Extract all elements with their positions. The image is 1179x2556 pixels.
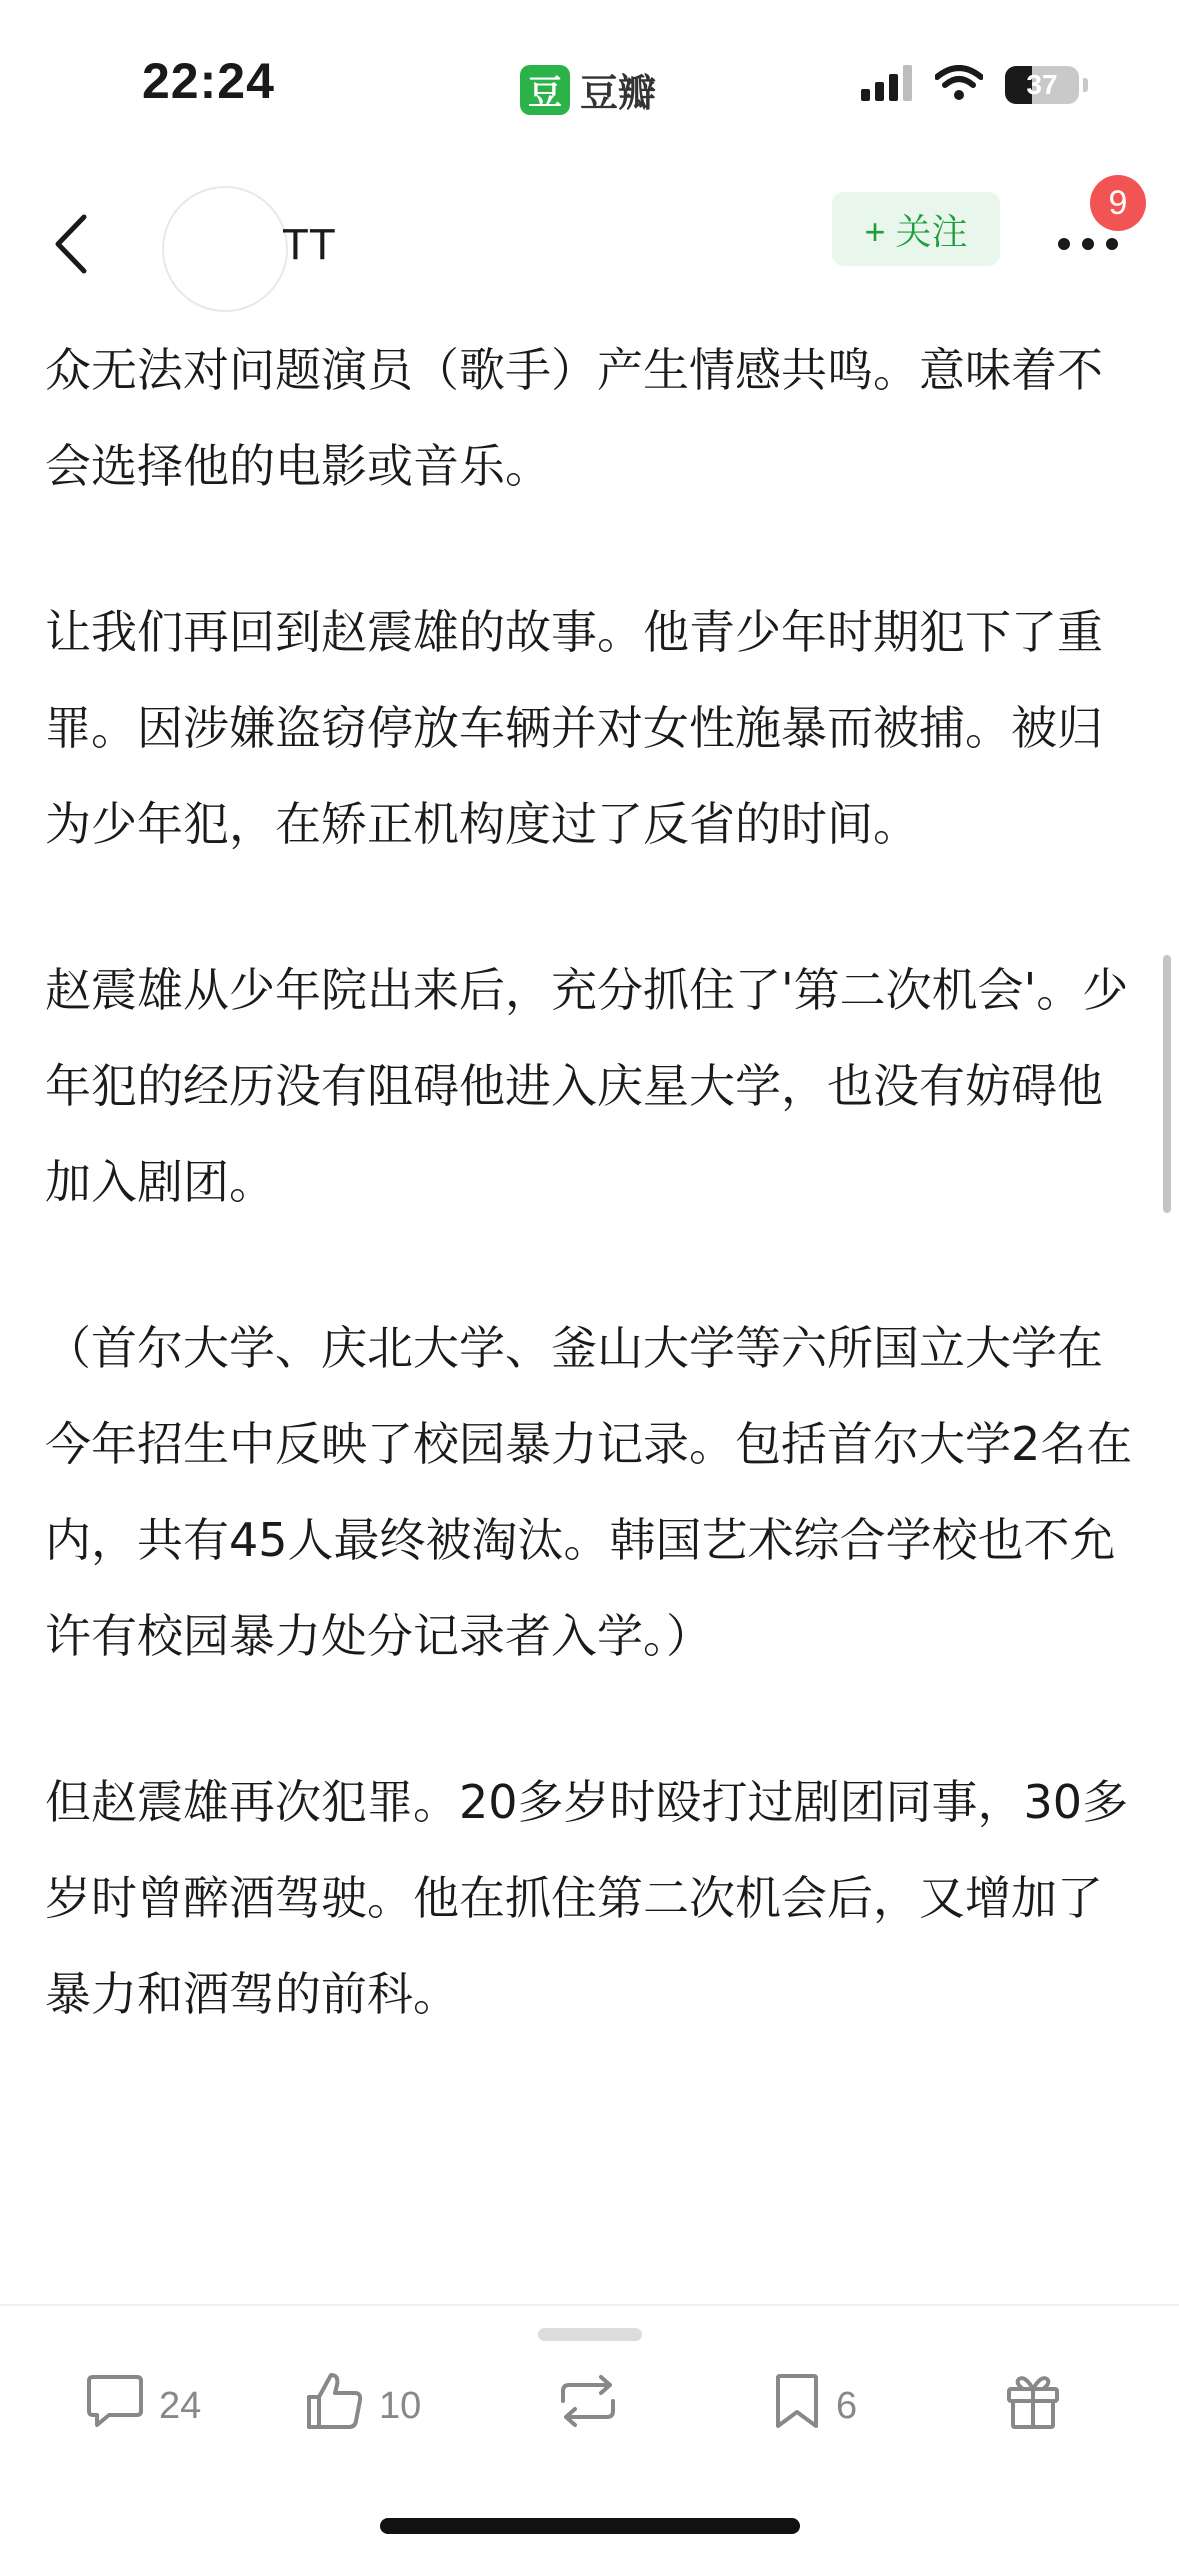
- drag-handle[interactable]: [538, 2328, 642, 2341]
- wifi-icon: [935, 65, 983, 105]
- repost-button[interactable]: [555, 2366, 621, 2446]
- status-bar: [0, 0, 1179, 170]
- article-paragraph: 但赵震雄再次犯罪。20多岁时殴打过剧团同事，30多岁时曾醉酒驾驶。他在抓住第二次机会后，又增加了暴力和酒驾的前科。: [45, 1775, 1129, 2021]
- like-button[interactable]: [305, 2366, 421, 2446]
- douban-logo-icon: 豆: [520, 65, 570, 115]
- more-dots-icon: [1057, 237, 1119, 254]
- status-icons: [861, 65, 1079, 105]
- notification-badge: 9: [1090, 175, 1146, 231]
- bookmark-count: 6: [836, 2384, 858, 2427]
- cellular-signal-icon: [861, 65, 913, 105]
- article-paragraph: 让我们再回到赵震雄的故事。他青少年时期犯下了重罪。因涉嫌盗窃停放车辆并对女性施暴而被捕。被归为少年犯，在矫正机构度过了反省的时间。: [45, 605, 1103, 851]
- status-app-indicator: [520, 62, 656, 117]
- status-time: 22:24: [142, 53, 275, 109]
- comment-icon: [85, 2373, 145, 2439]
- username[interactable]: TT: [282, 220, 336, 269]
- home-indicator[interactable]: [380, 2518, 800, 2534]
- bookmark-icon: [772, 2372, 822, 2440]
- thumbs-up-icon: [305, 2371, 365, 2441]
- bookmark-button[interactable]: [772, 2366, 857, 2446]
- comment-button[interactable]: [85, 2366, 201, 2446]
- bottom-toolbar: [0, 2304, 1179, 2556]
- repost-icon: [555, 2373, 621, 2439]
- nav-header: [0, 170, 1179, 320]
- comment-count: 24: [159, 2384, 202, 2427]
- article-paragraph: （首尔大学、庆北大学、釜山大学等六所国立大学在今年招生中反映了校园暴力记录。包括首尔大学2名在内，共有45人最终被淘汰。韩国艺术综合学校也不允许有校园暴力处分记录者入学。）: [45, 1321, 1133, 1663]
- gift-button[interactable]: [1005, 2366, 1061, 2446]
- avatar[interactable]: [162, 186, 288, 312]
- back-button[interactable]: [40, 200, 100, 290]
- article-paragraph: 赵震雄从少年院出来后，充分抓住了'第二次机会'。少年犯的经历没有阻碍他进入庆星大学，也没有妨碍他加入剧团。: [45, 963, 1129, 1209]
- article-paragraph: 众无法对问题演员（歌手）产生情感共鸣。意味着不会选择他的电影或音乐。: [45, 343, 1103, 493]
- battery-label: 37: [1026, 69, 1058, 100]
- scrollbar[interactable]: [1163, 955, 1171, 1213]
- gift-icon: [1005, 2371, 1061, 2441]
- battery-tip: [1083, 78, 1088, 92]
- battery-indicator: [1005, 66, 1079, 104]
- chevron-left-icon: [52, 213, 88, 278]
- follow-button[interactable]: + 关注: [832, 192, 1000, 266]
- like-count: 10: [379, 2384, 422, 2427]
- status-app-name: 豆瓣: [580, 71, 657, 115]
- article-body: [45, 322, 1135, 2112]
